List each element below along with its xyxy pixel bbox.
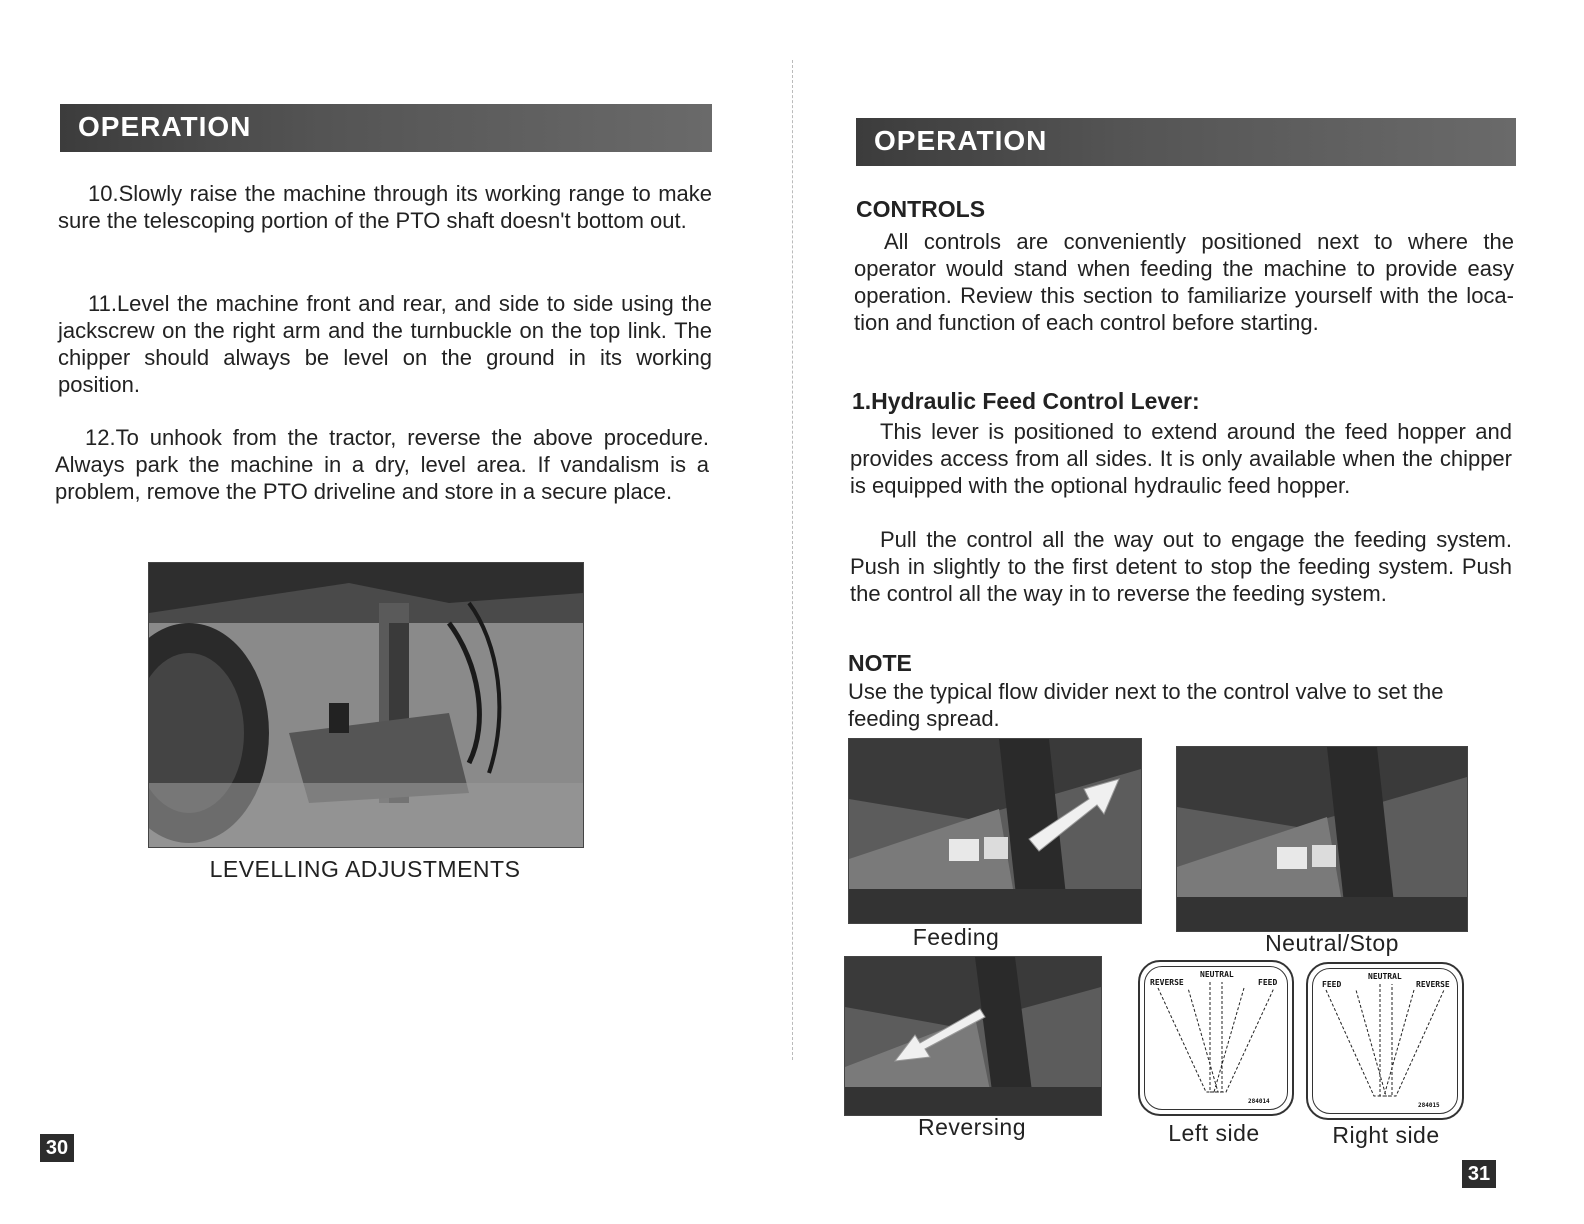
diagram-label-neutral: NEUTRAL	[1200, 970, 1234, 979]
levelling-adjustments-photo	[148, 562, 584, 848]
left-side-lever-diagram	[1138, 960, 1294, 1116]
controls-heading: CONTROLS	[856, 196, 986, 222]
diagram-label-reverse: REVERSE	[1150, 978, 1184, 987]
left-page	[0, 0, 790, 1224]
caption-left-side: Left side	[1168, 1120, 1260, 1146]
right-side-lever-diagram	[1306, 962, 1464, 1120]
photo-caption: LEVELLING ADJUSTMENTS	[209, 856, 521, 882]
lever-paragraph-2: Pull the control all the way out to engage the feeding system. Push in slightly to the first detent to stop the feeding system. Push the control all the way in to reverse the feeding system.	[850, 527, 1512, 606]
note-paragraph: Use the typical flow divider next to the control valve to set the feeding spread.	[848, 679, 1444, 731]
step-10-paragraph: 10.Slowly raise the machine through its working range to make sure the telescoping portion of the PTO shaft doesn't bottom out.	[58, 181, 712, 233]
diagram-label-reverse: REVERSE	[1416, 980, 1450, 989]
page-number: 31	[1462, 1160, 1496, 1188]
diagram-part-code: 284014	[1248, 1098, 1270, 1105]
diagram-part-code: 284015	[1418, 1102, 1440, 1109]
note-heading: NOTE	[848, 650, 912, 676]
caption-neutral-stop: Neutral/Stop	[1265, 930, 1399, 956]
reversing-photo	[844, 956, 1102, 1116]
step-11-paragraph: 11.Level the machine front and rear, and side to side using the jackscrew on the right arm and the turnbuckle on the top link. The chipper should always be level on the ground in its working position.	[58, 291, 712, 397]
caption-right-side: Right side	[1332, 1122, 1440, 1148]
page-number: 30	[40, 1134, 74, 1162]
section-header: OPERATION	[856, 118, 1516, 166]
lever-paragraph-1: This lever is positioned to extend around the feed hopper and provides access from all sides. It is only available when the chipper is equipped with the optional hydraulic feed hopper.	[850, 419, 1512, 498]
diagram-label-feed: FEED	[1322, 980, 1342, 989]
diagram-label-feed: FEED	[1258, 978, 1278, 987]
diagram-label-neutral: NEUTRAL	[1368, 972, 1402, 981]
caption-feeding: Feeding	[912, 924, 1000, 950]
section-header: OPERATION	[60, 104, 712, 152]
controls-paragraph: All controls are conveniently positioned next to where the operator would stand when feeding the machine to provide easy operation. Review this section to familiarize yourself with the loca- tion and function of each control before starting.	[854, 229, 1514, 335]
neutral-stop-photo	[1176, 746, 1468, 932]
lever-heading: 1.Hydraulic Feed Control Lever:	[852, 388, 1200, 414]
right-page	[792, 0, 1584, 1224]
step-12-paragraph: 12.To unhook from the tractor, reverse the above procedure. Always park the machine in a dry, level area. If vandalism is a problem, remove the PTO driveline and store in a secure place.	[55, 425, 709, 504]
caption-reversing: Reversing	[917, 1114, 1027, 1140]
feeding-photo	[848, 738, 1142, 924]
